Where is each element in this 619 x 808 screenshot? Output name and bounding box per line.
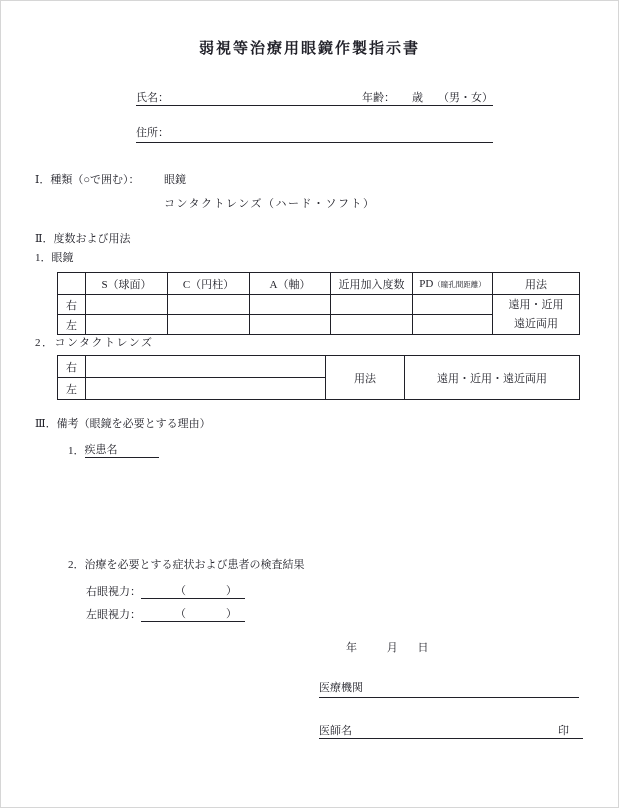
right-acuity-label: 右眼視力： — [86, 586, 141, 598]
paren-close: ） — [226, 608, 237, 620]
pd-label: PD — [419, 277, 434, 290]
col-header-near-add: 近用加入度数 — [331, 273, 413, 295]
disease-name-field — [85, 441, 159, 458]
month-label: 月 — [386, 642, 398, 654]
institution-label: 医療機関 — [319, 682, 363, 694]
cell-right-near-add — [331, 295, 413, 315]
row-header-right: 右 — [58, 356, 86, 378]
address-line — [136, 124, 493, 143]
name-age-line — [136, 87, 493, 106]
corner-cell — [58, 273, 86, 295]
section2-heading: Ⅱ．度数および用法 — [35, 233, 131, 245]
cell-left-axis — [250, 315, 331, 335]
day-label: 日 — [417, 642, 429, 654]
seal-label: 印 — [558, 725, 569, 737]
page-title: 弱視等治療用眼鏡作製指示書 — [198, 41, 420, 57]
sex-options-label: （男・女） — [438, 92, 493, 104]
left-acuity-label: 左眼視力： — [86, 609, 141, 621]
disease-name-line — [68, 441, 159, 458]
glasses-option-label: 眼鏡 — [164, 174, 186, 186]
left-acuity-field — [141, 605, 245, 622]
name-label: 氏名： — [136, 92, 169, 104]
row-header-left: 左 — [58, 315, 86, 335]
usage-options-cell — [493, 295, 580, 335]
col-header-pd — [413, 273, 493, 295]
right-acuity-line — [86, 582, 245, 599]
usage-option-bifocal: 遠近両用 — [514, 317, 558, 330]
cell-left-near-add — [331, 315, 413, 335]
cell-right-axis — [250, 295, 331, 315]
disease-item-number: 1． — [68, 445, 85, 457]
contact-subsection-label: 2．コンタクトレンズ — [35, 337, 154, 349]
left-acuity-line — [86, 605, 245, 622]
section1-heading: Ⅰ．種類（○で囲む）： — [35, 174, 140, 186]
address-label: 住所： — [136, 127, 169, 139]
right-acuity-field — [141, 582, 245, 599]
paren-open: （ — [175, 608, 186, 620]
contact-option-label: コンタクトレンズ（ハード・ソフト） — [164, 198, 376, 210]
cell-right-sphere — [86, 295, 168, 315]
cell-left-cylinder — [168, 315, 250, 335]
row-header-left: 左 — [58, 378, 86, 400]
contact-lens-table — [57, 355, 580, 400]
cell-right-contact — [86, 356, 326, 378]
doctor-label: 医師名 — [319, 725, 352, 737]
glasses-subsection-label: 1．眼鏡 — [35, 252, 74, 264]
pd-note: （瞳孔間距離） — [433, 279, 486, 289]
disease-name-label: 疾患名 — [84, 444, 118, 456]
col-header-usage: 用法 — [493, 273, 580, 295]
institution-line — [319, 679, 579, 698]
col-header-cylinder: C（円柱） — [168, 273, 250, 295]
cell-right-cylinder — [168, 295, 250, 315]
date-line — [346, 639, 429, 655]
year-label: 年 — [346, 642, 357, 654]
row-header-right: 右 — [58, 295, 86, 315]
col-header-sphere: S（球面） — [86, 273, 168, 295]
usage-option-distance-near: 遠用・近用 — [508, 298, 564, 311]
glasses-table — [57, 272, 580, 335]
cell-left-sphere — [86, 315, 168, 335]
section3-heading: Ⅲ．備考（眼鏡を必要とする理由） — [35, 418, 211, 430]
paren-open: （ — [175, 585, 186, 597]
doctor-line — [319, 720, 583, 739]
exam-results-item: 2．治療を必要とする症状および患者の検査結果 — [68, 559, 305, 571]
paren-close: ） — [226, 585, 237, 597]
usage-header-cell: 用法 — [326, 356, 405, 400]
age-unit-label: 歳 — [412, 92, 423, 104]
col-header-axis: A（軸） — [250, 273, 331, 295]
age-label: 年齢： — [362, 92, 395, 104]
cell-left-pd — [413, 315, 493, 335]
cell-right-pd — [413, 295, 493, 315]
usage-options-cell: 遠用・近用・遠近両用 — [405, 356, 580, 400]
cell-left-contact — [86, 378, 326, 400]
